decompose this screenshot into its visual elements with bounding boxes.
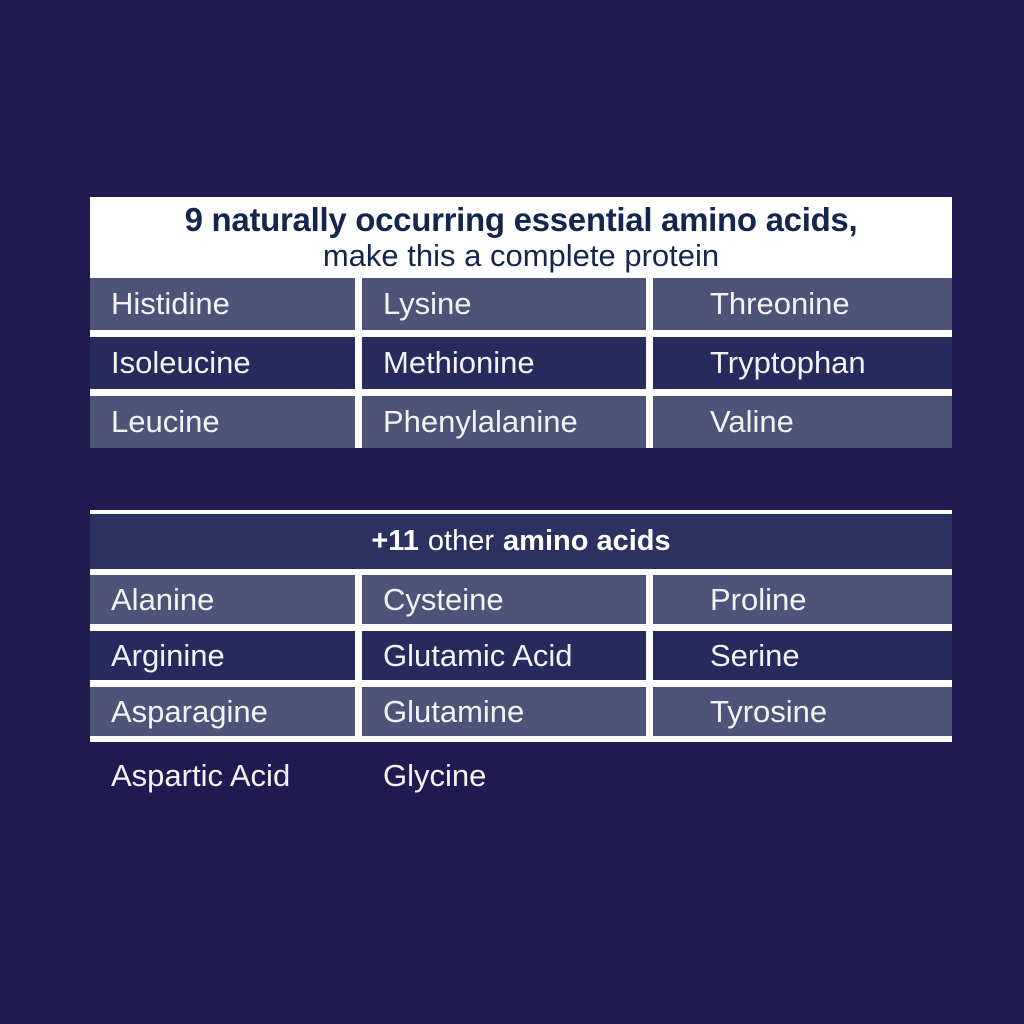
- cell-glutamine: Glutamine: [362, 687, 646, 736]
- cell-valine: Valine: [653, 396, 952, 448]
- cell-lysine: Lysine: [362, 278, 646, 330]
- cell-cysteine: Cysteine: [362, 575, 646, 624]
- cell-leucine: Leucine: [90, 396, 355, 448]
- essential-header-line1: 9 naturally occurring essential amino acids,: [184, 201, 858, 238]
- cell-arginine: Arginine: [90, 631, 355, 680]
- other-header-count: +11: [371, 525, 419, 557]
- other-table-bottom-divider: [90, 736, 952, 742]
- cell-methionine: Methionine: [362, 337, 646, 389]
- cell-tryptophan: Tryptophan: [653, 337, 952, 389]
- other-header-middle: other: [427, 525, 495, 557]
- essential-table-grid: [90, 278, 952, 448]
- other-header-label: amino acids: [503, 525, 671, 557]
- cell-isoleucine: Isoleucine: [90, 337, 355, 389]
- cell-asparagine: Asparagine: [90, 687, 355, 736]
- cell-aspartic-acid: Aspartic Acid: [111, 758, 291, 793]
- cell-tyrosine: Tyrosine: [653, 687, 952, 736]
- other-table-grid: [90, 575, 952, 736]
- other-table-footer-row: [90, 748, 952, 804]
- essential-table-header: [90, 197, 952, 278]
- cell-histidine: Histidine: [90, 278, 355, 330]
- cell-footer-empty: [653, 748, 952, 804]
- cell-glycine: Glycine: [383, 758, 487, 793]
- essential-amino-acids-table: [90, 197, 952, 448]
- other-table-header: [90, 514, 952, 569]
- cell-threonine: Threonine: [653, 278, 952, 330]
- cell-serine: Serine: [653, 631, 952, 680]
- cell-alanine: Alanine: [90, 575, 355, 624]
- cell-phenylalanine: Phenylalanine: [362, 396, 646, 448]
- cell-glutamic-acid: Glutamic Acid: [362, 631, 646, 680]
- essential-header-line2: make this a complete protein: [322, 238, 720, 273]
- other-amino-acids-table: [90, 510, 952, 804]
- cell-proline: Proline: [653, 575, 952, 624]
